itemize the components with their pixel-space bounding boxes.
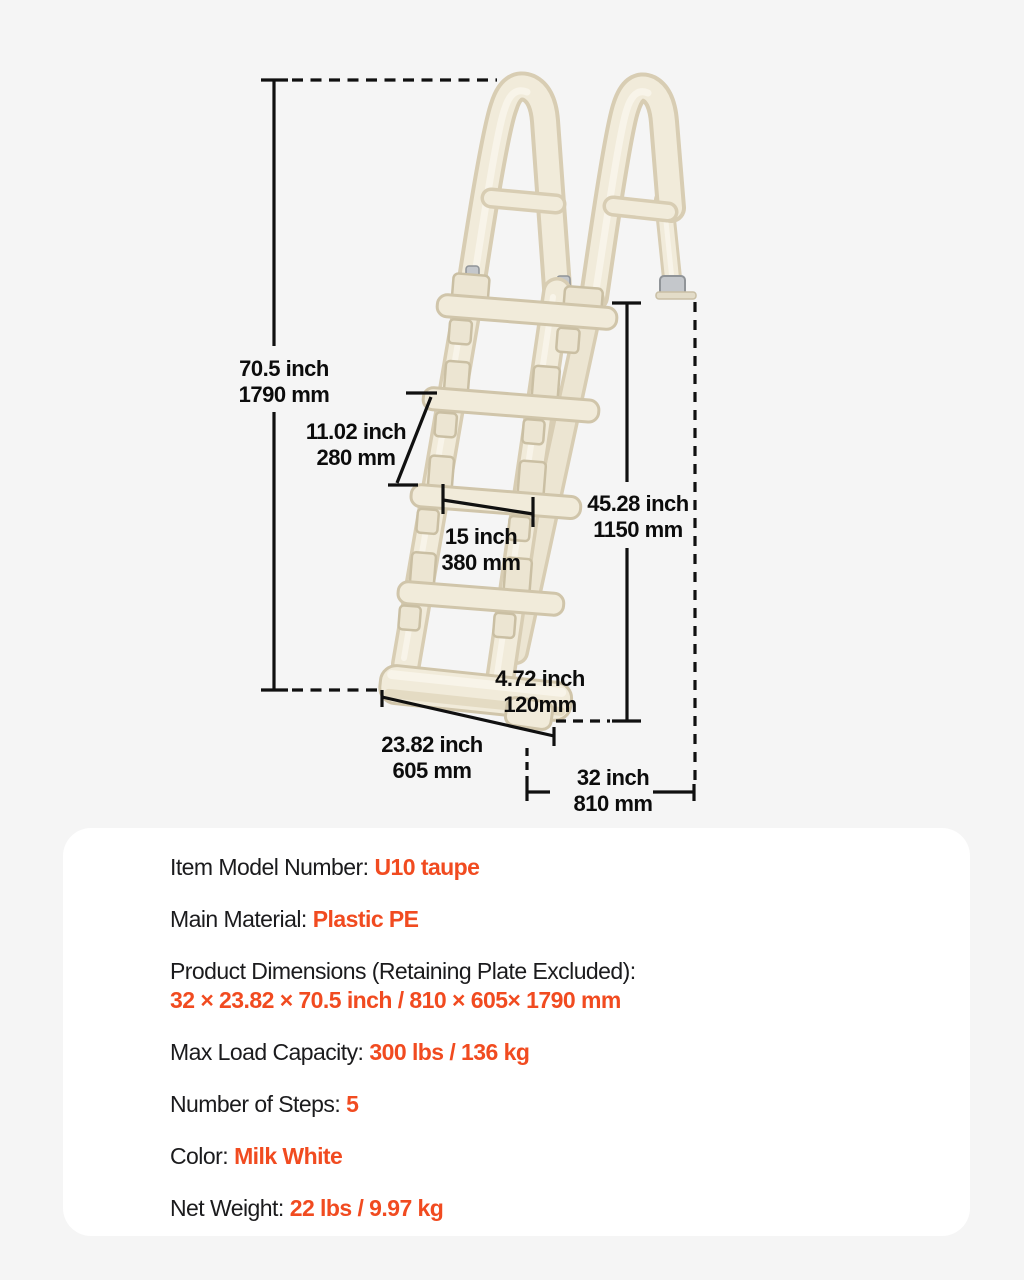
spec-color-label: Color:: [170, 1143, 229, 1169]
spec-model-value: U10 taupe: [374, 854, 480, 880]
spec-color-value: Milk White: [234, 1143, 343, 1169]
spec-dimensions-label: Product Dimensions (Retaining Plate Excluded):: [170, 958, 636, 984]
ladder-handle-right: [594, 87, 671, 297]
spec-weight-value: 22 lbs / 9.97 kg: [289, 1195, 444, 1221]
dim-step-width-mm: 380 mm: [441, 550, 521, 575]
dim-label-step-width: [442, 524, 521, 576]
dim-base-length-inch: 23.82 inch: [381, 732, 483, 757]
dim-label-base-length: [381, 732, 482, 784]
dim-label-rail-height: [587, 491, 688, 543]
spec-capacity-label: Max Load Capacity:: [170, 1039, 364, 1065]
spec-model-label: Item Model Number:: [170, 854, 369, 880]
dim-span-inch: 32 inch: [576, 765, 650, 790]
spec-model: [170, 853, 930, 882]
dim-rail-height-mm: 1150 mm: [593, 517, 683, 542]
spec-weight-label: Net Weight:: [170, 1195, 284, 1221]
spec-weight: [170, 1194, 930, 1223]
dim-step-gap-mm: 280 mm: [316, 445, 396, 470]
spec-steps-label: Number of Steps:: [170, 1091, 341, 1117]
dim-height-mm: 1790 mm: [238, 382, 330, 407]
dim-label-span: [574, 765, 653, 817]
dim-span-mm: 810 mm: [573, 791, 653, 816]
dim-label-step-gap: [306, 419, 406, 471]
spec-color: [170, 1142, 930, 1171]
spec-card: [63, 828, 970, 1236]
spec-dimensions-value: 32 × 23.82 × 70.5 inch / 810 × 605× 1790 mm: [170, 987, 621, 1013]
spec-material-label: Main Material:: [170, 906, 307, 932]
dim-step-gap-inch: 11.02 inch: [305, 419, 407, 444]
dim-base-height-inch: 4.72 inch: [495, 666, 585, 691]
spec-material-value: Plastic PE: [312, 906, 419, 932]
dim-rail-height-inch: 45.28 inch: [587, 491, 689, 516]
spec-capacity: [170, 1038, 930, 1067]
spec-capacity-value: 300 lbs / 136 kg: [369, 1039, 530, 1065]
dim-label-base-height: [495, 666, 585, 718]
spec-steps-value: 5: [346, 1091, 359, 1117]
dim-base-height-mm: 120mm: [503, 692, 577, 717]
spec-dimensions: [170, 957, 930, 1015]
ladder-handle-left: [470, 86, 557, 293]
dim-label-height: [239, 356, 330, 408]
dim-base-length-mm: 605 mm: [392, 758, 472, 783]
spec-material: [170, 905, 930, 934]
spec-steps: [170, 1090, 930, 1119]
dim-height-inch: 70.5 inch: [239, 356, 329, 381]
dim-step-width-inch: 15 inch: [444, 524, 518, 549]
